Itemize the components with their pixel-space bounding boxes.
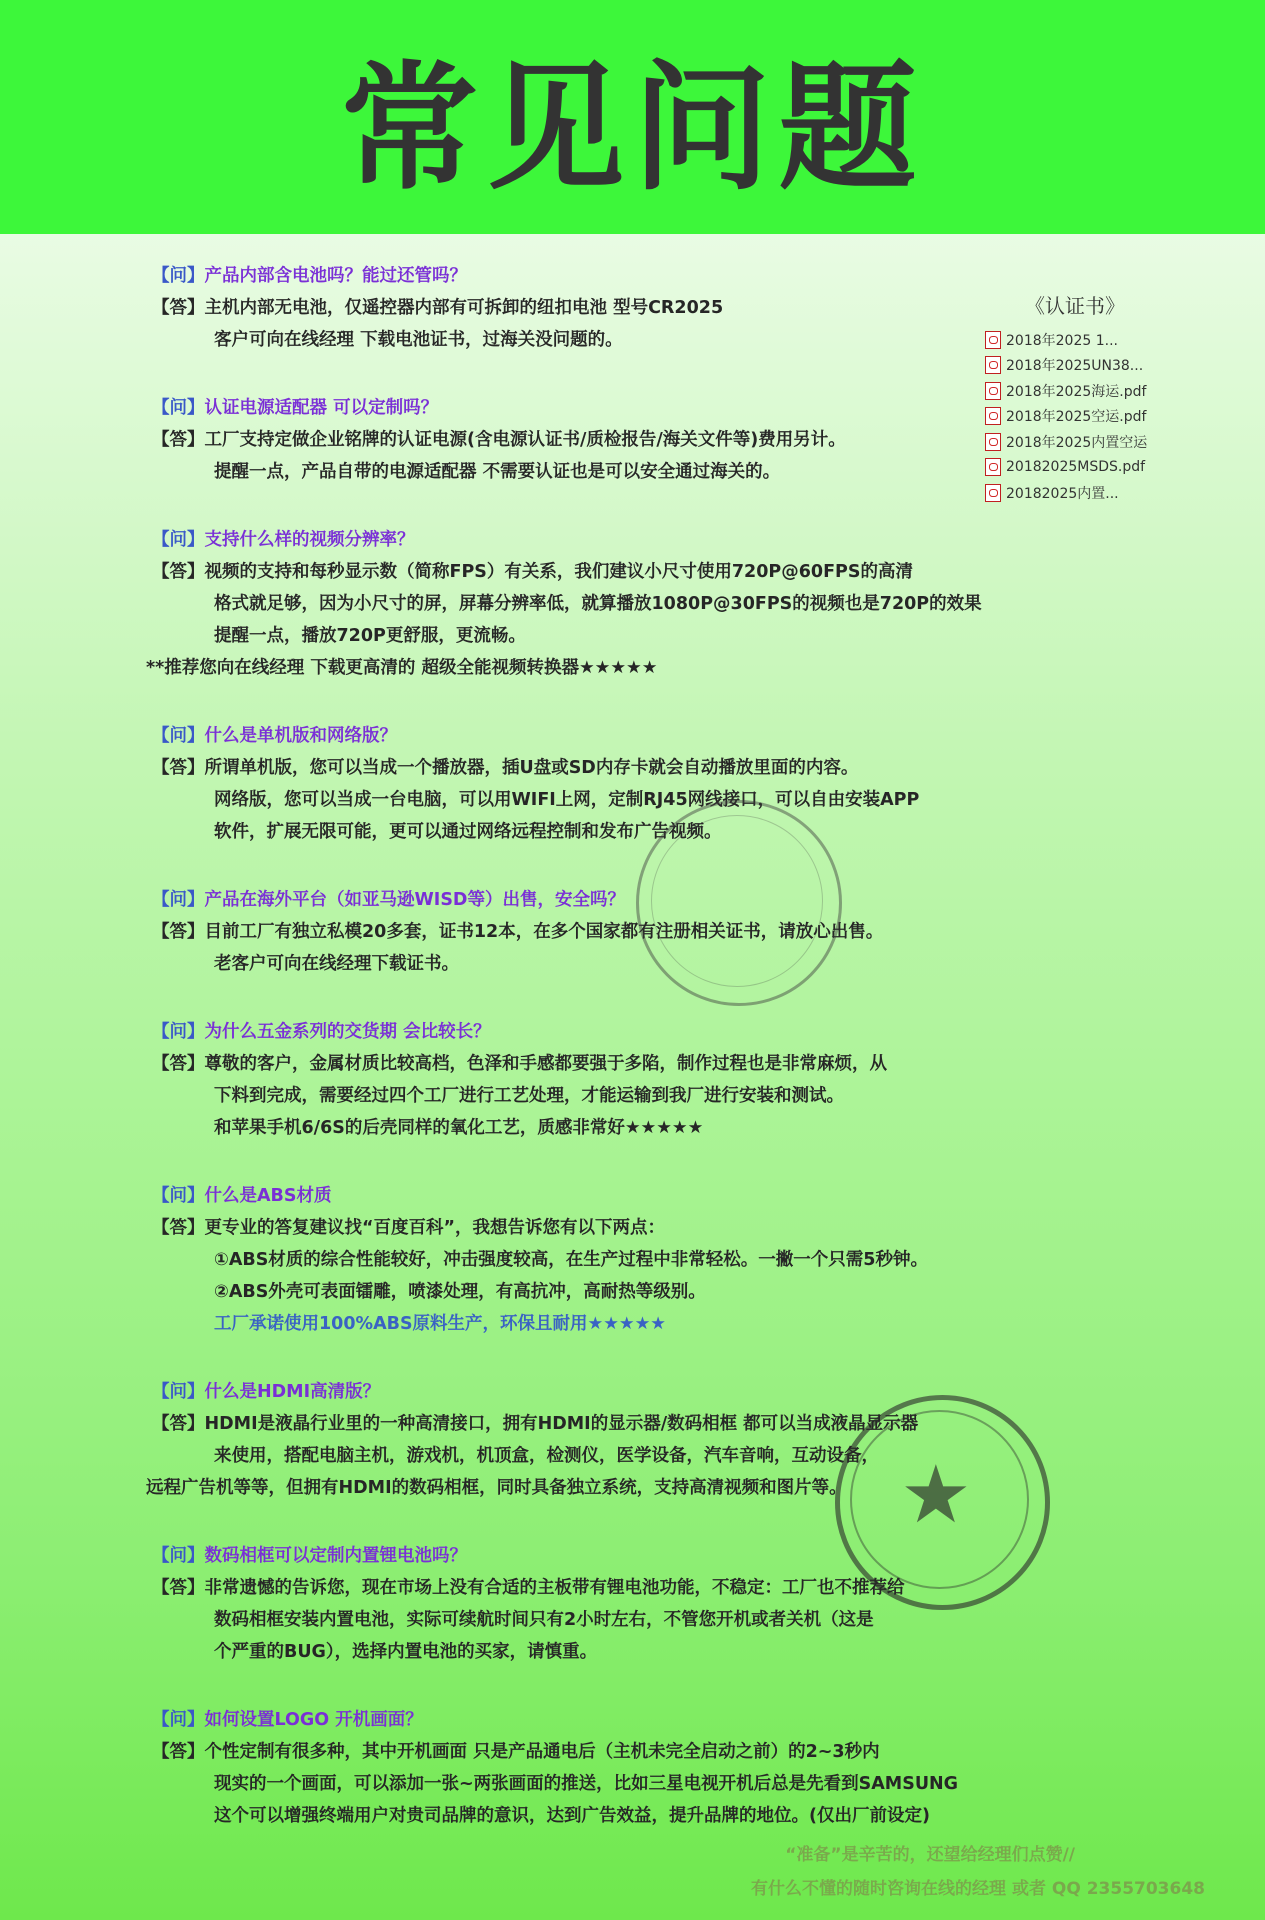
question-tag: 【问】 <box>152 266 205 286</box>
answer-text: 非常遗憾的告诉您，现在市场上没有合适的主板带有锂电池功能，不稳定：工厂也不推荐给 <box>204 1578 905 1598</box>
certificate-file[interactable] <box>985 378 1165 404</box>
certificate-file-name: 2018年2025海运.pdf <box>1006 383 1147 400</box>
faq-answer-line <box>152 948 1052 980</box>
question-tag: 【问】 <box>152 1710 205 1730</box>
answer-text: 个严重的BUG），选择内置电池的买家，请慎重。 <box>214 1642 598 1662</box>
answer-text: 老客户可向在线经理下载证书。 <box>214 954 459 974</box>
question-tag: 【问】 <box>152 726 205 746</box>
faq-question <box>152 720 1052 752</box>
faq-question <box>152 392 1052 424</box>
certificate-file[interactable] <box>985 429 1165 455</box>
certificate-file-name: 2018年2025 1... <box>1006 332 1118 349</box>
question-tag: 【问】 <box>152 1022 205 1042</box>
faq-item <box>152 884 1052 980</box>
answer-text: 下料到完成，需要经过四个工厂进行工艺处理，才能运输到我厂进行安装和测试。 <box>214 1086 844 1106</box>
answer-tag: 【答】 <box>152 1218 205 1238</box>
pdf-file-icon <box>985 331 1001 349</box>
question-text: 什么是HDMI高清版？ <box>204 1382 381 1402</box>
question-text: 数码相框可以定制内置锂电池吗？ <box>204 1546 467 1566</box>
faq-answer-line <box>152 620 1052 652</box>
answer-text: HDMI是液晶行业里的一种高清接口，拥有HDMI的显示器/数码相框 都可以当成液晶显示器 <box>204 1414 919 1434</box>
answer-tag: 【答】 <box>152 430 205 450</box>
faq-answer-line <box>152 752 1052 784</box>
certificate-title: 《认证书》 <box>1025 294 1125 318</box>
answer-text: 和苹果手机6/6S的后壳同样的氧化工艺，质感非常好★★★★★ <box>214 1118 704 1138</box>
certificate-file-list <box>985 327 1165 506</box>
certificate-file-name: 2018年2025UN38... <box>1006 358 1144 375</box>
faq-item <box>146 524 1052 684</box>
pdf-file-icon <box>985 407 1001 425</box>
answer-text: 主机内部无电池，仅遥控器内部有可拆卸的纽扣电池 型号CR2025 <box>204 298 724 318</box>
question-text: 认证电源适配器 可以定制吗？ <box>204 398 439 418</box>
pdf-file-icon <box>985 433 1001 451</box>
question-tag: 【问】 <box>152 890 205 910</box>
question-tag: 【问】 <box>152 530 205 550</box>
faq-answer-line <box>152 1080 1052 1112</box>
question-text: 产品内部含电池吗？能过还管吗？ <box>204 266 467 286</box>
faq-answer-line <box>152 1212 1052 1244</box>
faq-answer-line <box>152 1244 1052 1276</box>
answer-text: 视频的支持和每秒显示数（简称FPS）有关系，我们建议小尺寸使用720P@60FPS的高清 <box>204 562 913 582</box>
faq-list <box>146 260 1052 1868</box>
question-text: 什么是单机版和网络版？ <box>204 726 397 746</box>
answer-text: ②ABS外壳可表面镭雕，喷漆处理，有高抗冲，高耐热等级别。 <box>214 1282 706 1302</box>
question-text: 什么是ABS材质 <box>204 1186 332 1206</box>
answer-tag: 【答】 <box>152 922 205 942</box>
faq-answer-line <box>152 1768 1052 1800</box>
answer-text: 所谓单机版，您可以当成一个播放器，插U盘或SD内存卡就会自动播放里面的内容。 <box>204 758 859 778</box>
answer-text: 来使用，搭配电脑主机，游戏机，机顶盒，检测仪，医学设备，汽车音响，互动设备， <box>214 1446 879 1466</box>
faq-answer-line <box>152 556 1052 588</box>
faq-answer-line <box>152 424 1052 456</box>
faq-answer-line <box>152 916 1052 948</box>
pdf-file-icon <box>985 356 1001 374</box>
question-tag: 【问】 <box>152 1186 205 1206</box>
faq-question <box>152 884 1052 916</box>
answer-text: 更专业的答复建议找“百度百科”，我想告诉您有以下两点： <box>204 1218 666 1238</box>
question-tag: 【问】 <box>152 1546 205 1566</box>
certificate-file[interactable] <box>985 353 1165 379</box>
faq-answer-line <box>152 1636 1052 1668</box>
faq-item <box>152 720 1052 848</box>
faq-answer-line <box>152 1112 1052 1144</box>
answer-text: 提醒一点，产品自带的电源适配器 不需要认证也是可以安全通过海关的。 <box>214 462 781 482</box>
answer-text: 网络版，您可以当成一台电脑，可以用WIFI上网，定制RJ45网线接口，可以自由安装APP <box>214 790 920 810</box>
answer-text: ①ABS材质的综合性能较好，冲击强度较高，在生产过程中非常轻松。一撇一个只需5秒钟。 <box>214 1250 928 1270</box>
pdf-file-icon <box>985 484 1001 502</box>
certificate-file-name: 2018年2025空运.pdf <box>1006 409 1147 426</box>
faq-answer-line <box>152 784 1052 816</box>
header-banner <box>0 0 1265 234</box>
faq-answer-line <box>152 292 1052 324</box>
pdf-file-icon <box>985 382 1001 400</box>
certificate-file[interactable] <box>985 480 1165 506</box>
question-text: 支持什么样的视频分辨率？ <box>204 530 415 550</box>
faq-answer-line <box>152 588 1052 620</box>
certificate-file[interactable] <box>985 455 1165 481</box>
company-seal-stamp-large <box>835 1395 1050 1610</box>
faq-answer-line <box>152 1276 1052 1308</box>
faq-answer-line <box>152 1800 1052 1832</box>
answer-text: 数码相框安装内置电池，实际可续航时间只有2小时左右，不管您开机或者关机（这是 <box>214 1610 874 1630</box>
answer-text: 提醒一点，播放720P更舒服，更流畅。 <box>214 626 526 646</box>
star-icon: ★ <box>900 1448 972 1541</box>
certificate-file[interactable] <box>985 404 1165 430</box>
footer <box>751 1838 1205 1906</box>
faq-item <box>152 1704 1052 1832</box>
faq-note: 远程广告机等等，但拥有HDMI的数码相框，同时具备独立系统，支持高清视频和图片等。 <box>146 1478 847 1498</box>
answer-tag: 【答】 <box>152 1414 205 1434</box>
faq-answer-line <box>152 816 1052 848</box>
certificate-file-name: 20182025MSDS.pdf <box>1006 459 1146 476</box>
company-seal-stamp <box>636 800 842 1006</box>
question-tag: 【问】 <box>152 1382 205 1402</box>
faq-answer-line <box>152 324 1052 356</box>
answer-tag: 【答】 <box>152 1054 205 1074</box>
answer-text: 这个可以增强终端用户对贵司品牌的意识，达到广告效益，提升品牌的地位。(仅出厂前设定) <box>214 1806 930 1826</box>
certificate-file[interactable] <box>985 327 1165 353</box>
answer-text: 工厂承诺使用100%ABS原料生产，环保且耐用★★★★★ <box>214 1314 666 1334</box>
question-text: 产品在海外平台（如亚马逊WISD等）出售，安全吗？ <box>204 890 625 910</box>
faq-question <box>152 1180 1052 1212</box>
answer-tag: 【答】 <box>152 562 205 582</box>
certificate-panel <box>985 290 1165 506</box>
faq-item <box>152 1016 1052 1144</box>
faq-item <box>152 392 1052 488</box>
faq-answer-line <box>152 1604 1052 1636</box>
question-tag: 【问】 <box>152 398 205 418</box>
page-title: 常见问题 <box>340 48 925 209</box>
question-text: 如何设置LOGO 开机画面？ <box>204 1710 423 1730</box>
answer-text: 软件，扩展无限可能，更可以通过网络远程控制和发布广告视频。 <box>214 822 722 842</box>
answer-text: 格式就足够，因为小尺寸的屏，屏幕分辨率低，就算播放1080P@30FPS的视频也是720P的效果 <box>214 594 982 614</box>
faq-note: **推荐您向在线经理 下载更高清的 超级全能视频转换器★★★★★ <box>146 658 658 678</box>
question-text: 为什么五金系列的交货期 会比较长？ <box>204 1022 491 1042</box>
faq-answer-line <box>152 1736 1052 1768</box>
faq-answer-line <box>152 1308 1052 1340</box>
faq-answer-line <box>152 1048 1052 1080</box>
answer-text: 工厂支持定做企业铭牌的认证电源(含电源认证书/质检报告/海关文件等)费用另计。 <box>204 430 846 450</box>
answer-tag: 【答】 <box>152 298 205 318</box>
answer-tag: 【答】 <box>152 1742 205 1762</box>
footer-line-2: 有什么不懂的随时咨询在线的经理 或者 QQ 2355703648 <box>751 1879 1205 1899</box>
answer-tag: 【答】 <box>152 758 205 778</box>
answer-text: 目前工厂有独立私模20多套，证书12本，在多个国家都有注册相关证书，请放心出售。 <box>204 922 884 942</box>
answer-text: 个性定制有很多种，其中开机画面 只是产品通电后（主机未完全启动之前）的2~3秒内 <box>204 1742 880 1762</box>
faq-item <box>152 1180 1052 1340</box>
faq-question <box>152 1704 1052 1736</box>
faq-question <box>152 260 1052 292</box>
faq-answer-line <box>152 456 1052 488</box>
pdf-file-icon <box>985 458 1001 476</box>
answer-tag: 【答】 <box>152 1578 205 1598</box>
answer-text: 客户可向在线经理 下载电池证书，过海关没问题的。 <box>214 330 623 350</box>
answer-text: 尊敬的客户，金属材质比较高档，色泽和手感都要强于多陷，制作过程也是非常麻烦，从 <box>204 1054 887 1074</box>
footer-line-1: “准备”是辛苦的，还望给经理们点赞// <box>785 1845 1075 1865</box>
faq-question <box>152 524 1052 556</box>
faq-item <box>152 260 1052 356</box>
answer-text: 现实的一个画面，可以添加一张~两张画面的推送，比如三星电视开机后总是先看到SAMSUNG <box>214 1774 959 1794</box>
certificate-file-name: 20182025内置... <box>1006 485 1119 502</box>
faq-question <box>152 1016 1052 1048</box>
certificate-file-name: 2018年2025内置空运 <box>1006 434 1148 451</box>
